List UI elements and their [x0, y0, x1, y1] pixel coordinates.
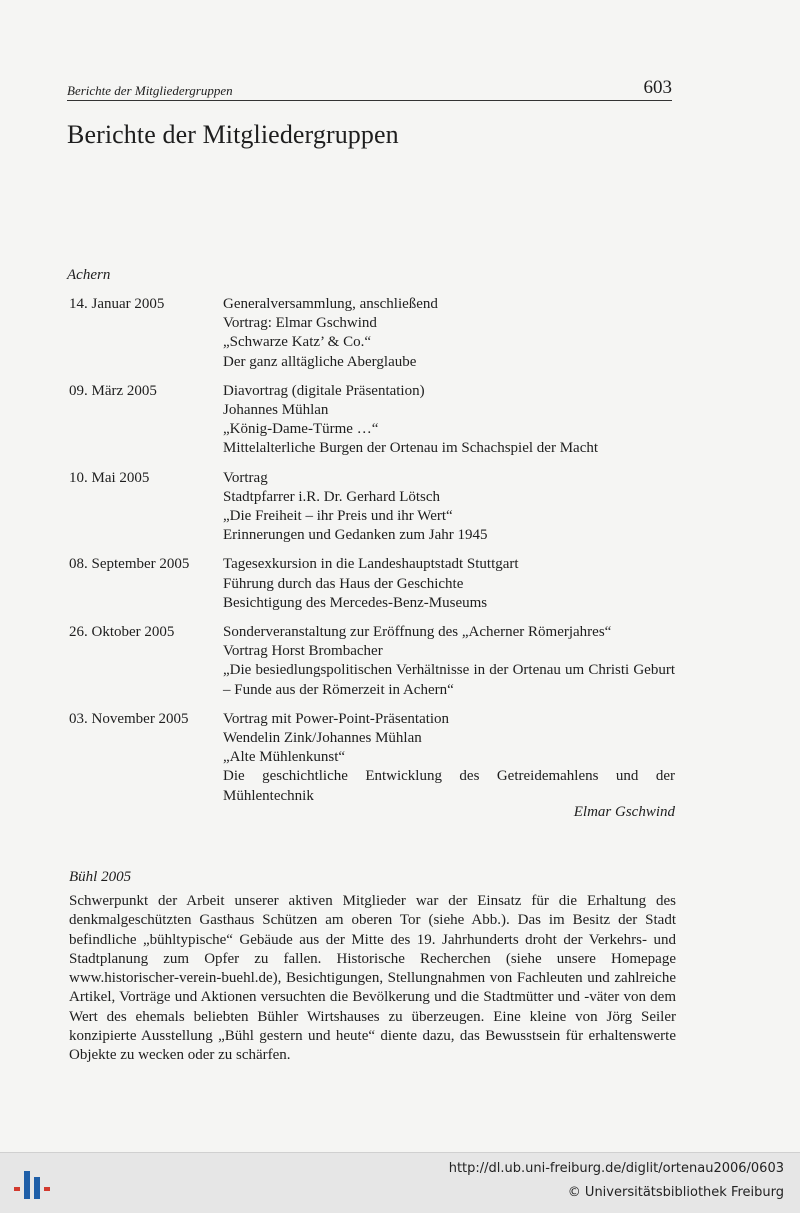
event-detail-line: Vortrag mit Power-Point-Präsentation	[223, 710, 450, 727]
event-detail-line: Tagesexkursion in die Landeshauptstadt Stuttgart	[223, 556, 519, 573]
event-details	[223, 295, 675, 372]
event-row	[69, 469, 675, 546]
event-detail-line: Vortrag: Elmar Gschwind	[223, 315, 377, 332]
event-detail-line: „Die besiedlungspolitischen Verhältnisse in der Ortenau um Christi Geburt – Funde aus der Römerzeit in Achern“	[223, 662, 675, 698]
event-details	[223, 382, 675, 459]
event-detail-line: Generalversammlung, anschließend	[223, 296, 438, 312]
event-details	[223, 623, 675, 700]
event-date: 03. November 2005	[69, 710, 189, 727]
event-detail-line: Wendelin Zink/Johannes Mühlan	[223, 730, 422, 747]
event-detail-line: Der ganz alltägliche Aberglaube	[223, 353, 417, 370]
event-row	[69, 623, 675, 700]
footer-copyright: © Universitätsbibliothek Freiburg	[567, 1185, 784, 1200]
event-row	[69, 295, 675, 372]
event-detail-line: Stadtpfarrer i.R. Dr. Gerhard Lötsch	[223, 488, 441, 505]
running-head	[67, 77, 672, 101]
event-detail-line: „Alte Mühlenkunst“	[223, 749, 346, 766]
event-detail-line: Führung durch das Haus der Geschichte	[223, 575, 464, 592]
event-detail-line: Die geschichtliche Entwicklung des Getreidemahlens und der Mühlentechnik	[223, 768, 675, 804]
event-date: 14. Januar 2005	[69, 296, 165, 312]
signature: Elmar Gschwind	[573, 804, 675, 820]
event-detail-line: Sonderveranstaltung zur Eröffnung des „Acherner Römerjahres“	[223, 624, 612, 641]
page-number: 603	[643, 77, 672, 98]
event-date: 08. September 2005	[69, 556, 190, 573]
event-row	[69, 710, 675, 806]
event-detail-line: Diavortrag (digitale Präsentation)	[223, 382, 425, 399]
event-details	[223, 555, 675, 613]
ub-freiburg-logo-icon	[10, 1163, 52, 1203]
event-details	[223, 469, 675, 546]
event-detail-line: Vortrag	[223, 469, 268, 486]
event-detail-line: „Die Freiheit – ihr Preis und ihr Wert“	[223, 508, 453, 525]
event-date: 26. Oktober 2005	[69, 624, 175, 641]
event-detail-line: Besichtigung des Mercedes-Benz-Museums	[223, 594, 488, 611]
running-title: Berichte der Mitgliedergruppen	[67, 83, 233, 98]
footer-url-link[interactable]: http://dl.ub.uni-freiburg.de/diglit/ortenau2006/0603	[448, 1161, 784, 1176]
event-row	[69, 382, 675, 459]
page-title: Berichte der Mitgliedergruppen	[67, 120, 399, 149]
event-detail-line: Mittelalterliche Burgen der Ortenau im Schachspiel der Macht	[223, 440, 599, 457]
event-detail-line: „König-Dame-Türme …“	[223, 421, 379, 438]
event-details	[223, 710, 675, 806]
event-date: 10. Mai 2005	[69, 469, 150, 486]
footer-bar	[0, 1152, 800, 1213]
body-paragraph: Schwerpunkt der Arbeit unserer aktiven Mitglieder war der Einsatz für die Erhaltung des denkmalgeschützten Gasthaus Schützen am oberen Tor (siehe Abb.). Das im Besitz der Stadt befindliche „bühltypische“ Gebäude aus der Mitte des 19. Jahrhunderts droht der Verkehrs- und Stadtplanung zum Opfer zu fallen. Historische Recherchen (siehe unsere Homepage www.historischer-verein-buehl.de), Besichtigungen, Stellungnahmen von Fachleuten und zahlreiche Artikel, Vorträge und Aktionen versuchten die Bevölkerung und die Stadtmütter und -väter von dem Wert des ehemals beliebten Bühler Wirtshauses zu überzeugen. Eine kleine von Jörg Seiler konzipierte Ausstellung „Bühl gestern und heute“ diente dazu, das Bewusstsein für erhaltenswerte Objekte zu wecken oder zu schärfen.	[69, 893, 676, 1064]
event-detail-line: Johannes Mühlan	[223, 402, 329, 419]
section-heading-buehl: Bühl 2005	[69, 869, 132, 885]
event-row	[69, 555, 675, 613]
event-detail-line: „Schwarze Katz’ & Co.“	[223, 334, 371, 351]
event-detail-line: Vortrag Horst Brombacher	[223, 643, 383, 660]
event-list	[69, 295, 675, 816]
event-detail-line: Erinnerungen und Gedanken zum Jahr 1945	[223, 527, 488, 544]
event-date: 09. März 2005	[69, 382, 157, 399]
section-heading-achern: Achern	[67, 267, 111, 283]
